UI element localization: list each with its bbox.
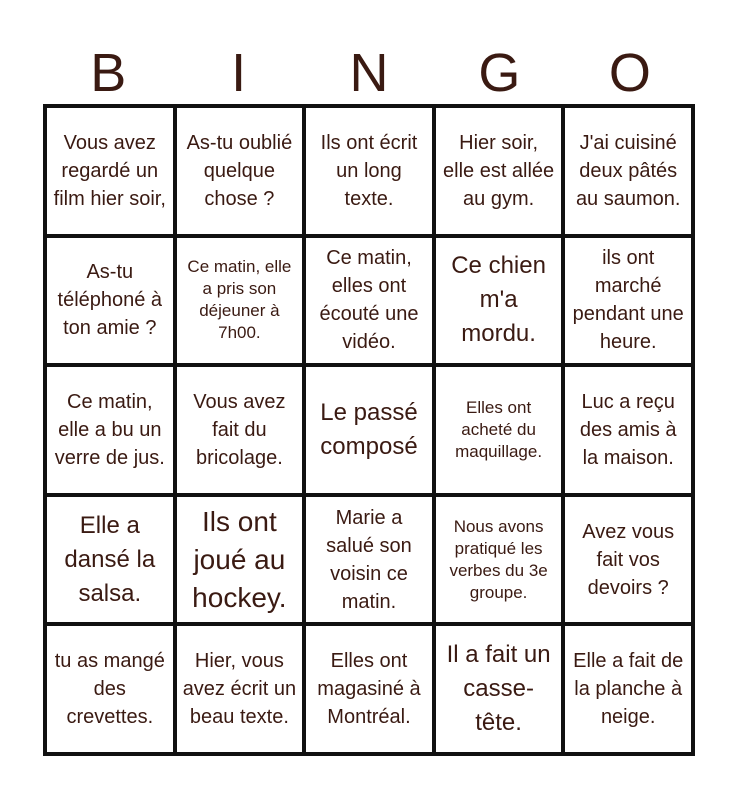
header-letter-g: G xyxy=(478,43,521,103)
bingo-cell[interactable] xyxy=(304,106,434,236)
cell-text: Avez vous fait vos devoirs ? xyxy=(582,520,675,599)
cell-text: Ce matin, elle a bu un verre de jus. xyxy=(54,390,165,469)
header-letter-i: I xyxy=(231,43,247,103)
bingo-cell[interactable] xyxy=(434,365,564,495)
bingo-cell[interactable] xyxy=(175,236,305,366)
cell-text: As-tu oublié quelque chose ? xyxy=(186,131,293,210)
cell-text: Hier, vous avez écrit un beau texte. xyxy=(182,650,297,729)
bingo-cell[interactable] xyxy=(304,495,434,625)
cell-text: Elles ont magasiné à Montréal. xyxy=(317,650,421,729)
cell-text: Nous avons pratiqué les verbes du 3e groupe. xyxy=(449,516,548,602)
bingo-cell[interactable] xyxy=(304,236,434,366)
bingo-cell[interactable] xyxy=(45,495,175,625)
cell-text: Vous avez regardé un film hier soir, xyxy=(53,131,166,210)
cell-text: Ils ont écrit un long texte. xyxy=(320,131,418,210)
bingo-cell-free[interactable] xyxy=(304,365,434,495)
bingo-cell[interactable] xyxy=(563,624,693,754)
header-letter-b: B xyxy=(90,43,127,103)
bingo-cell[interactable] xyxy=(45,236,175,366)
cell-text: Ce matin, elles ont écouté une vidéo. xyxy=(319,247,419,354)
cell-text: Vous avez fait du bricolage. xyxy=(193,390,286,469)
cell-text: Ils ont joué au hockey. xyxy=(192,505,287,613)
bingo-cell[interactable] xyxy=(434,106,564,236)
cell-text: tu as mangé des crevettes. xyxy=(54,650,165,729)
cell-text: J'ai cuisiné deux pâtés au saumon. xyxy=(575,131,681,210)
bingo-cell[interactable] xyxy=(563,365,693,495)
bingo-cell[interactable] xyxy=(175,624,305,754)
cell-text: Il a fait un casse-tête. xyxy=(446,641,551,737)
cell-text: Hier soir, elle est allée au gym. xyxy=(443,131,555,210)
bingo-cell[interactable] xyxy=(304,624,434,754)
bingo-cell[interactable] xyxy=(563,495,693,625)
bingo-cell[interactable] xyxy=(45,365,175,495)
header-letter-o: O xyxy=(608,43,651,103)
bingo-card xyxy=(43,104,695,756)
bingo-cell[interactable] xyxy=(175,106,305,236)
bingo-cell[interactable] xyxy=(45,624,175,754)
bingo-cell[interactable] xyxy=(45,106,175,236)
cell-text: Elle a dansé la salsa. xyxy=(64,511,156,607)
cell-text: Elles ont acheté du maquillage. xyxy=(455,397,543,461)
bingo-cell[interactable] xyxy=(175,365,305,495)
cell-text: Marie a salué son voisin ce matin. xyxy=(326,506,412,613)
bingo-cell[interactable] xyxy=(434,495,564,625)
cell-text: ils ont marché pendant une heure. xyxy=(572,247,684,354)
bingo-cell[interactable] xyxy=(175,495,305,625)
cell-text: Ce chien m'a mordu. xyxy=(451,252,546,348)
bingo-header xyxy=(43,40,695,106)
cell-text: Le passé composé xyxy=(320,398,418,460)
cell-text: As-tu téléphoné à ton amie ? xyxy=(57,261,163,340)
bingo-cell[interactable] xyxy=(563,236,693,366)
cell-text: Ce matin, elle a pris son déjeuner à 7h00. xyxy=(187,257,292,343)
bingo-cell[interactable] xyxy=(434,624,564,754)
bingo-cell[interactable] xyxy=(434,236,564,366)
cell-text: Elle a fait de la planche à neige. xyxy=(573,650,684,729)
header-letter-n: N xyxy=(349,43,389,103)
cell-text: Luc a reçu des amis à la maison. xyxy=(579,390,677,469)
bingo-cell[interactable] xyxy=(563,106,693,236)
